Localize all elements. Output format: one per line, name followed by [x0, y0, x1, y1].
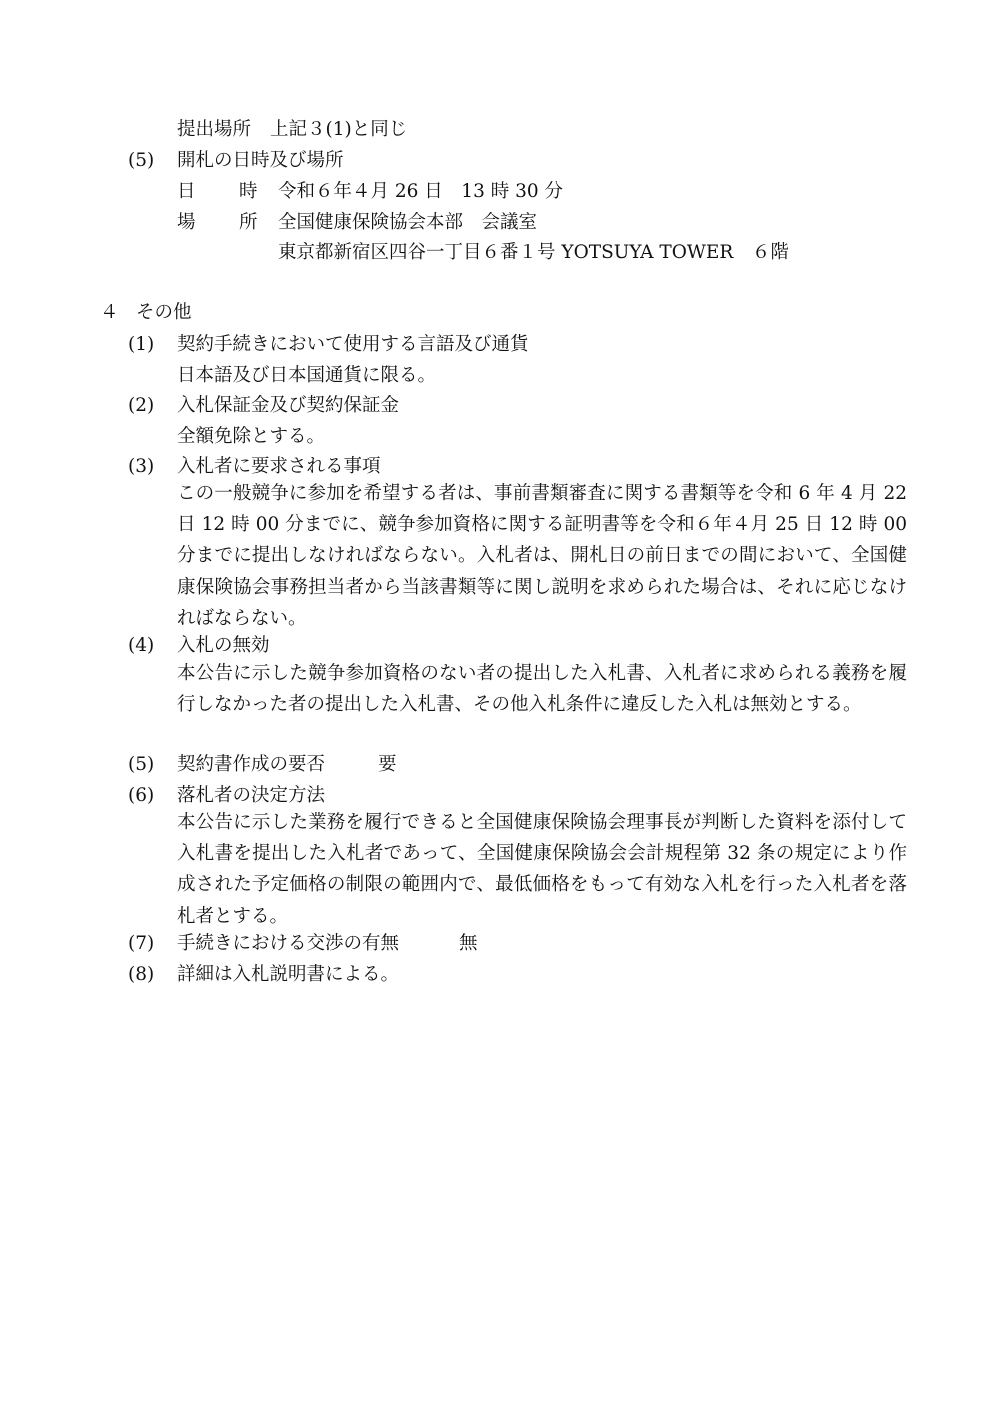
submission-place-label: 提出場所: [177, 119, 252, 140]
section-number: ４: [100, 302, 119, 323]
item-title: 開札の日時及び場所: [177, 150, 344, 171]
item-title: 入札者に要求される事項: [177, 456, 381, 477]
item-value: 要: [378, 754, 397, 775]
datetime-label-2: 時: [239, 181, 258, 202]
item-title: 手続きにおける交渉の有無: [177, 933, 400, 954]
item-title: 詳細は入札説明書による。: [177, 964, 400, 985]
section-title: その他: [136, 302, 192, 323]
item-number: (4): [128, 635, 155, 656]
item-number: (8): [128, 964, 155, 985]
item-number: (6): [128, 785, 155, 806]
datetime-value: 令和６年４月 26 日 13 時 30 分: [278, 181, 564, 202]
datetime-label-1: 日: [177, 181, 196, 202]
item-title: 入札の無効: [177, 635, 270, 656]
list-item-4-body: 本公告に示した競争参加資格のない者の提出した入札書、入札者に求められる義務を履行しなかった者の提出した入札書、その他入札条件に違反した入札は無効とする。: [177, 663, 907, 716]
item-value: 無: [459, 933, 478, 954]
item-title: 落札者の決定方法: [177, 785, 326, 806]
submission-place-value: 上記３(1)と同じ: [270, 119, 408, 140]
item-number: (3): [128, 456, 155, 477]
list-item-6-body: 本公告に示した業務を履行できると全国健康保険協会理事長が判断した資料を添付して入札書を提出した入札者であって、全国健康保険協会会計規程第 32 条の規定により作成された予定価格の制限の範囲内で、最低価格をもって有効な入札を行った入札者を落札者とする。: [177, 812, 907, 927]
opening-address: 東京都新宿区四谷一丁目６番１号 YOTSUYA TOWER ６階: [278, 242, 789, 263]
place-label-2: 所: [239, 212, 258, 233]
item-number: (2): [128, 395, 155, 416]
item-number: (5): [128, 754, 155, 775]
list-item-3-body: この一般競争に参加を希望する者は、事前書類審査に関する書類等を令和 6 年 4 月 22 日 12 時 00 分までに、競争参加資格に関する証明書等を令和６年４月 25 日 12 時 00 分までに提出しなければならない。入札者は、開札日の前日までの間において、全国健康保険協会事務担当者から当該書類等に関し説明を求められた場合は、それに応じなければならない。: [177, 483, 907, 629]
list-item-2-body: 全額免除とする。: [177, 426, 326, 447]
item-title: 入札保証金及び契約保証金: [177, 395, 400, 416]
item-number: (1): [128, 334, 155, 355]
place-label-1: 場: [177, 212, 196, 233]
item-number: (5): [128, 150, 155, 171]
list-item-1-body: 日本語及び日本国通貨に限る。: [177, 365, 437, 386]
item-title: 契約手続きにおいて使用する言語及び通貨: [177, 334, 529, 355]
place-value: 全国健康保険協会本部 会議室: [278, 212, 538, 233]
submission-place-line: [177, 115, 407, 145]
item-title: 契約書作成の要否: [177, 754, 326, 775]
item-number: (7): [128, 933, 155, 954]
